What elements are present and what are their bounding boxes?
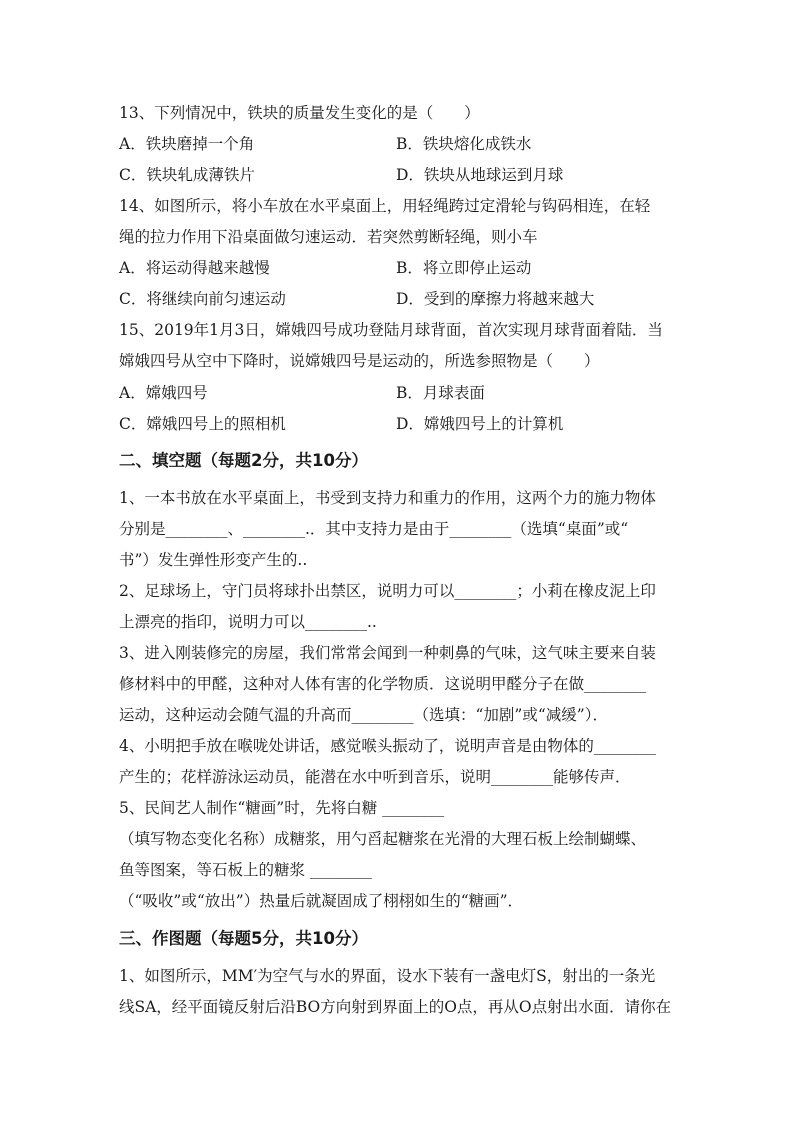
s2-q2-line2: 上漂亮的指印，说明力可以________.. [119,613,377,631]
s2-q4-line1: 4、小明把手放在喉咙处讲话，感觉喉头振动了，说明声音是由物体的________ [119,737,656,755]
q13-option-c: C．铁块轧成薄铁片 [119,166,255,184]
s2-q5-line2: （填写物态变化名称）成糖浆，用勺舀起糖浆在光滑的大理石板上绘制蝴蝶、 [119,830,647,848]
q14-stem-line2: 绳的拉力作用下沿桌面做匀速运动．若突然剪断轻绳，则小车 [119,228,538,246]
s2-q1-line2: 分别是________、________.．其中支持力是由于________（选填“桌面”或“ [119,520,629,538]
s2-q3-line3: 运动，这种运动会随气温的升高而________（选填：“加剧”或“减缓”）． [119,706,608,724]
section3-title: 三、作图题（每题5分，共10分） [119,929,368,948]
q13-stem: 13、下列情况中，铁块的质量发生变化的是（ ） [119,104,480,122]
q13-option-b: B．铁块熔化成铁水 [396,135,532,153]
q14-option-c: C．将继续向前匀速运动 [119,290,286,308]
s2-q5-line3: 鱼等图案，等石板上的糖浆 ________ [119,861,372,879]
s2-q5-line4: （“吸收”或“放出”）热量后就凝固成了栩栩如生的“糖画”． [119,892,524,910]
section2-title: 二、填空题（每题2分，共10分） [119,451,368,470]
q15-option-a: A．嫦娥四号 [119,384,208,402]
s2-q1-line1: 1、一本书放在水平桌面上，书受到支持力和重力的作用，这两个力的施力物体 [119,489,656,507]
q14-stem-line1: 14、如图所示，将小车放在水平桌面上，用轻绳跨过定滑轮与钩码相连，在轻 [119,197,651,215]
s3-q1-line2: 线SA，经平面镜反射后沿BO方向射到界面上的O点，再从O点射出水面．请你在 [119,998,672,1016]
q14-option-b: B．将立即停止运动 [396,259,532,277]
s3-q1-line1: 1、如图所示，MM′为空气与水的界面，设水下装有一盏电灯S，射出的一条光 [119,967,656,985]
q15-option-c: C．嫦娥四号上的照相机 [119,415,286,433]
s2-q4-line2: 产生的；花样游泳运动员，能潜在水中听到音乐，说明________能够传声． [119,768,631,786]
s2-q1-line3: 书”）发生弹性形变产生的.. [119,551,308,569]
s2-q5-line1: 5、民间艺人制作“糖画”时，先将白糖 ________ [119,799,445,817]
q13-option-d: D．铁块从地球运到月球 [396,166,564,184]
s2-q2-line1: 2、足球场上，守门员将球扑出禁区，说明力可以________；小莉在橡皮泥上印 [119,582,656,600]
q13-option-a: A．铁块磨掉一个角 [119,135,255,153]
s2-q3-line1: 3、进入刚装修完的房屋，我们常常会闻到一种刺鼻的气味，这气味主要来自装 [119,644,656,662]
q14-option-d: D．受到的摩擦力将越来越大 [396,290,595,308]
q15-stem-line1: 15、2019年1月3日，嫦娥四号成功登陆月球背面，首次实现月球背面着陆．当 [119,321,663,339]
q15-option-b: B．月球表面 [396,384,485,402]
q15-stem-line2: 嫦娥四号从空中下降时，说嫦娥四号是运动的，所选参照物是（ ） [119,352,600,370]
q14-option-a: A．将运动得越来越慢 [119,259,270,277]
q15-option-d: D．嫦娥四号上的计算机 [396,415,564,433]
s2-q3-line2: 修材料中的甲醛，这种对人体有害的化学物质．这说明甲醛分子在做________ [119,675,647,693]
